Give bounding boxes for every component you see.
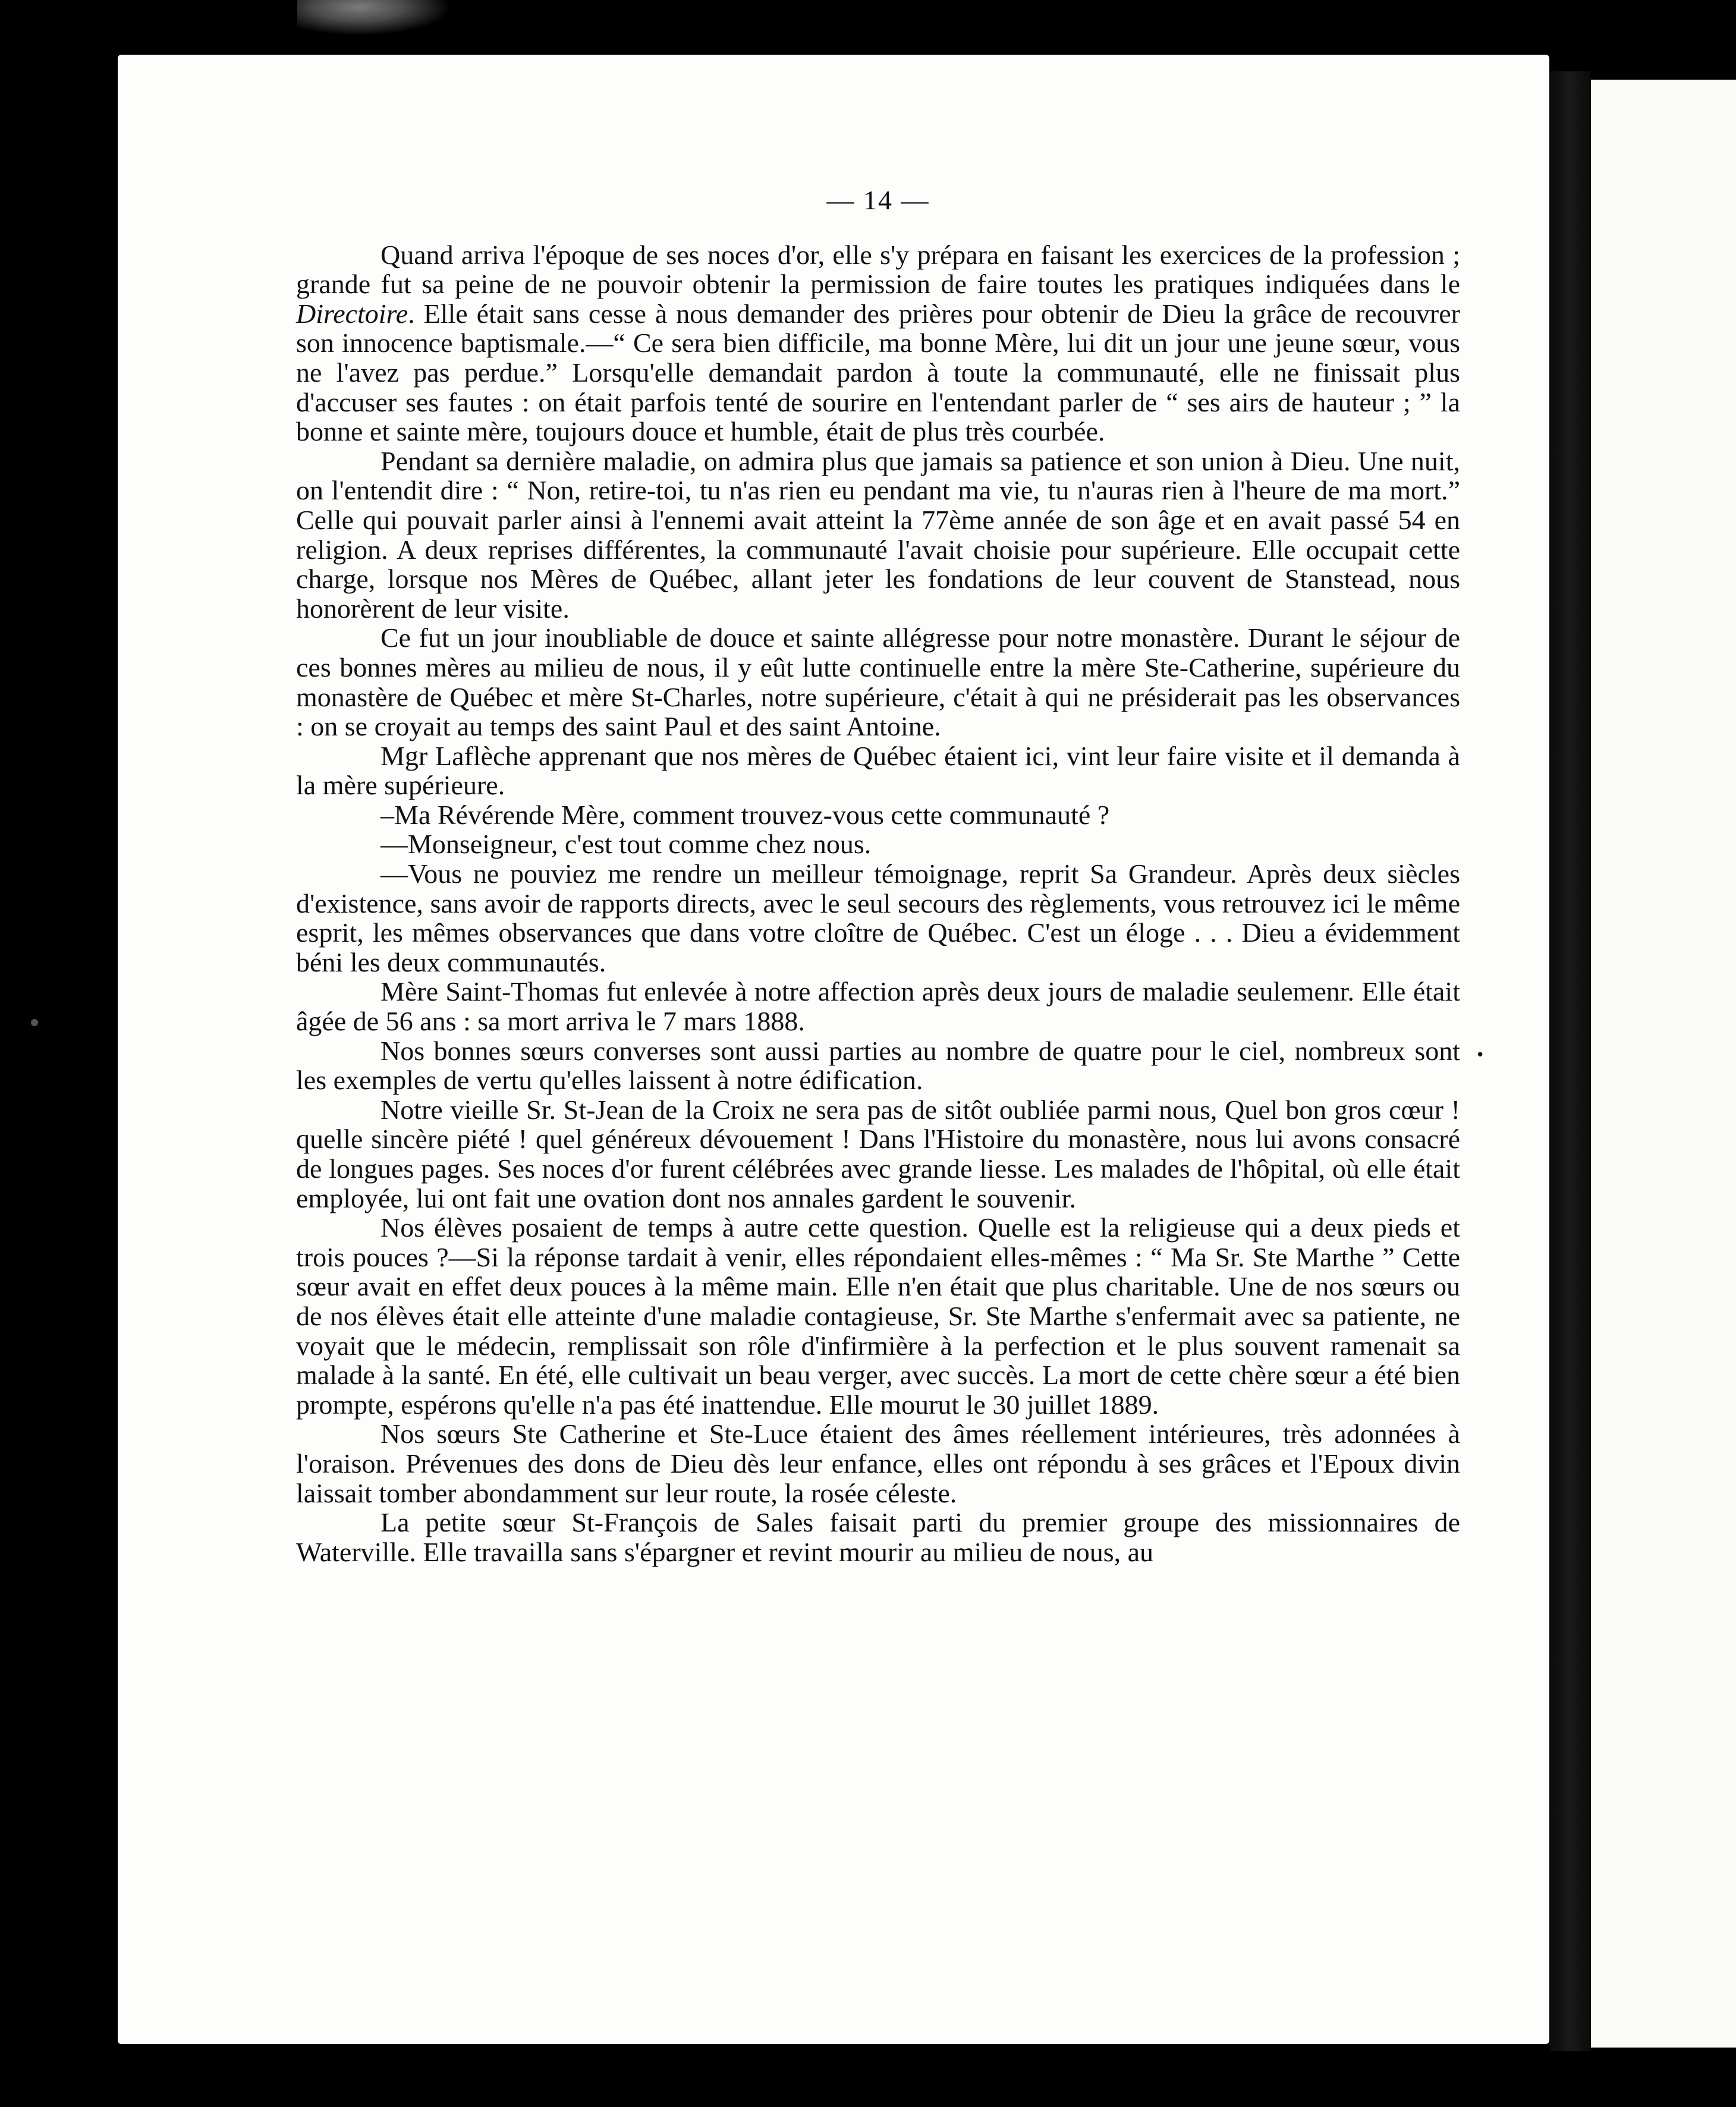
paragraph-mgr-lafleche: Mgr Laflèche apprenant que nos mères de Québec étaient ici, vint leur faire visite et il demanda à la mère supérieure. bbox=[296, 740, 1460, 801]
paragraph-mere-saint-thomas: Mère Saint-Thomas fut enlevée à notre affection après deux jours de maladie seulemenr. Elle était âgée de 56 ans : sa mort arriva le 7 mars 1888. bbox=[296, 976, 1460, 1037]
paragraph-soeurs-converses: Nos bonnes sœurs converses sont aussi parties au nombre de quatre pour le ciel, nombreux sont les exemples de vertu qu'elles laissent à notre édification. bbox=[296, 1035, 1460, 1096]
paragraph-ste-catherine-ste-luce: Nos sœurs Ste Catherine et Ste-Luce étaient des âmes réellement intérieures, très adonnées à l'oraison. Prévenues des dons de Dieu dès leur enfance, elles ont répondu à ses grâces et l'Epoux divin laissait tomber abondamment sur leur route, la rosée céleste. bbox=[296, 1419, 1460, 1508]
margin-bullet: • bbox=[1476, 1046, 1485, 1064]
paragraph-derniere-maladie: Pendant sa dernière maladie, on admira plus que jamais sa patience et son union à Dieu. Une nuit, on l'entendit dire : “ Non, retire-toi, tu n'as rien eu pendant ma vie, tu n'auras rien à l'heure de ma mort.” Celle qui pouvait parler ainsi à l'ennemi avait atteint la 77ème année de son âge et en avait passé 54 en religion. A deux reprises différentes, la communauté l'avait choisie pour supérieure. Elle occupait cette charge, lorsque nos Mères de Québec, allant jeter les fondations de leur couvent de Stanstead, nous honorèrent de leur visite. bbox=[296, 445, 1460, 624]
page-number: — 14 — bbox=[826, 185, 930, 215]
scan-speck bbox=[31, 1019, 38, 1026]
paragraph-st-jean-de-la-croix: Notre vieille Sr. St-Jean de la Croix ne sera pas de sitôt oubliée parmi nous, Quel bon gros cœur ! quelle sincère piété ! quel généreux dévouement ! Dans l'Histoire du monastère, nous lui avons consacré de longues pages. Ses noces d'or furent célébrées avec grande liesse. Les malades de l'hôpital, où elle était employée, lui ont fait une ovation dont nos annales gardent le souvenir. bbox=[296, 1094, 1460, 1213]
torn-paper-fragment bbox=[297, 0, 452, 36]
page-text bbox=[296, 185, 1460, 1567]
dialogue-line-1: –Ma Révérende Mère, comment trouvez-vous cette communauté ? bbox=[380, 799, 1110, 830]
book-gutter bbox=[1549, 71, 1591, 2051]
dialogue-line-2: —Monseigneur, c'est tout comme chez nous. bbox=[380, 829, 872, 860]
paragraph-jour-inoubliable: Ce fut un jour inoubliable de douce et sainte allégresse pour notre monastère. Durant le séjour de ces bonnes mères au milieu de nous, il y eût lutte continuelle entre la mère Ste-Catherine, supérieure du monastère de Québec et mère St-Charles, notre supérieure, c'était à qui ne présiderait pas les observances : on se croyait au temps des saint Paul et des saint Antoine. bbox=[296, 622, 1460, 742]
paragraph-ste-marthe: Nos élèves posaient de temps à autre cette question. Quelle est la religieuse qui a deux pieds et trois pouces ?—Si la réponse tardait à venir, elles répondaient elles-mêmes : “ Ma Sr. Ste Marthe ” Cette sœur avait en effet deux pouces à la même main. Elle n'en était que plus charitable. Une de nos sœurs ou de nos élèves était elle atteinte d'une maladie contagieuse, Sr. Ste Marthe s'enfermait avec sa patiente, ne voyait que le médecin, remplissait son rôle d'infirmière à la perfection et le plus souvent ramenait sa malade à la santé. En été, elle cultivait un beau verger, avec succès. La mort de cette chère sœur a été bien prompte, espérons qu'elle n'a pas été inattendue. Elle mourut le 30 juillet 1889. bbox=[296, 1212, 1460, 1420]
directoire-title: Directoire bbox=[296, 298, 408, 329]
facing-page-edge bbox=[1591, 80, 1736, 2048]
paragraph-st-francois-de-sales: La petite sœur St-François de Sales faisait parti du premier groupe des missionnaires de Waterville. Elle travailla sans s'épargner et revint mourir au milieu de nous, au bbox=[296, 1507, 1460, 1567]
paragraph-noces-dor: Quand arriva l'époque de ses noces d'or, elle s'y prépara en faisant les exercices de la profession ; grande fut sa peine de ne pouvoir obtenir la permission de faire toutes les pratiques indiquées dans le Directoire. Elle était sans cesse à nous demander des prières pour obtenir de Dieu la grâce de recouvrer son innocence baptismale.—“ Ce sera bien difficile, ma bonne Mère, lui dit un jour une jeune sœur, vous ne l'avez pas perdue.” Lorsqu'elle demandait pardon à toute la communauté, elle ne finissait plus d'accuser ses fautes : on était parfois tenté de sourire en l'entendant parler de “ ses airs de hauteur ; ” la bonne et sainte mère, toujours douce et humble, était de plus très courbée. bbox=[296, 239, 1460, 447]
dialogue-line-3: —Vous ne pouviez me rendre un meilleur témoignage, reprit Sa Grandeur. Après deux siècles d'existence, sans avoir de rapports directs, avec le seul secours des règlements, vous retrouvez ici le même esprit, les mêmes observances que dans votre cloître de Québec. C'est un éloge . . . Dieu a évidemment béni les deux communautés. bbox=[296, 858, 1460, 977]
